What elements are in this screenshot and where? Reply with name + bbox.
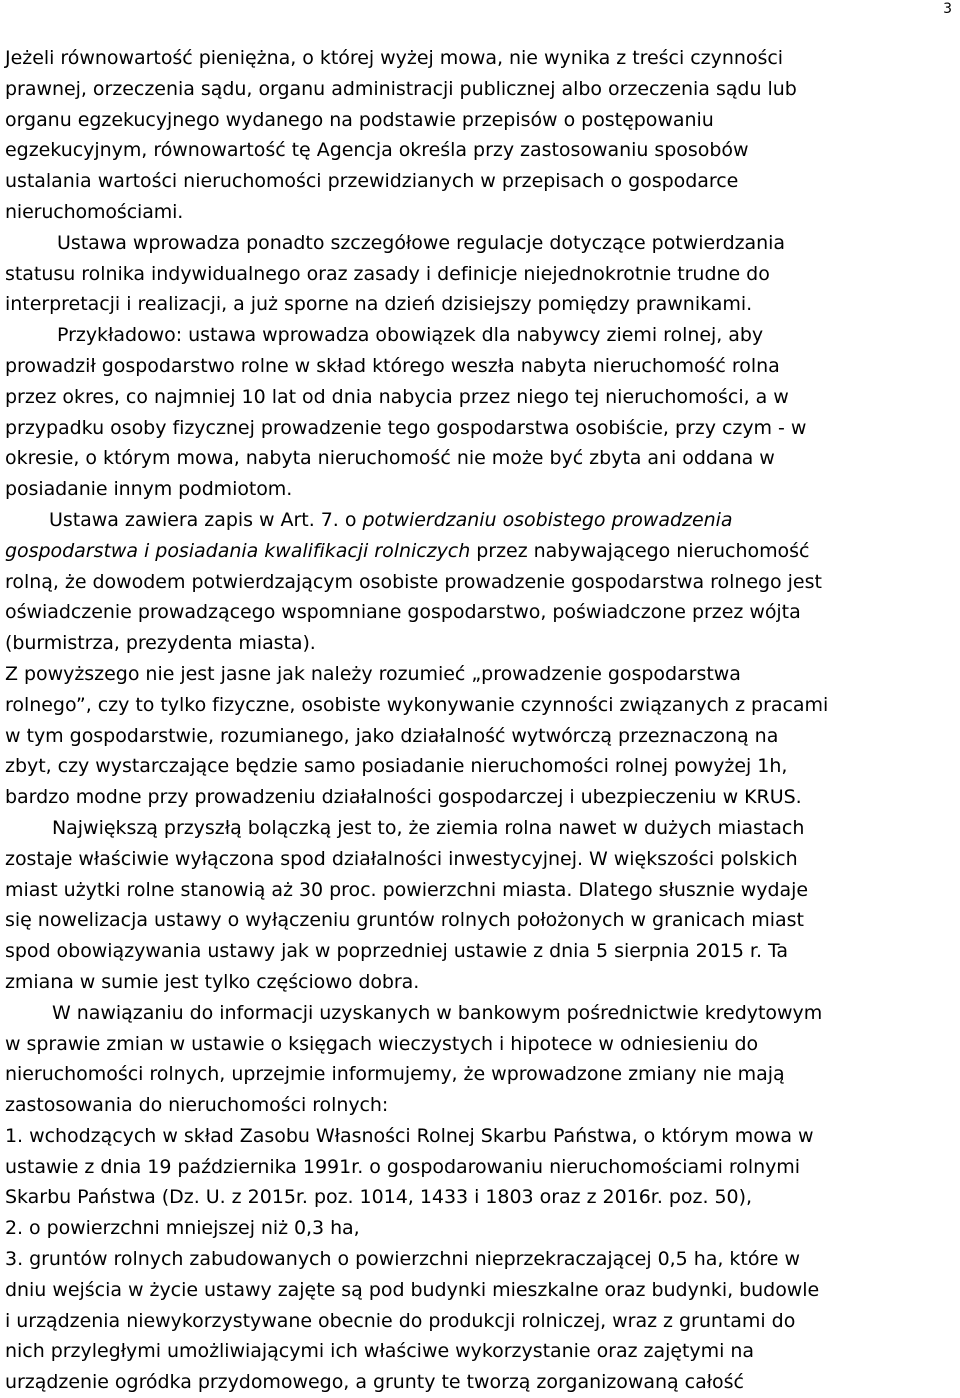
- page-number: 3: [943, 1, 952, 17]
- italic-text-run: potwierdzaniu osobistego prowadzenia: [362, 508, 733, 531]
- text-line: Z powyższego nie jest jasne jak należy rozumieć „prowadzenie gospodarstwa: [5, 662, 741, 685]
- text-line: rolnego”, czy to tylko fizyczne, osobiste wykonywanie czynności związanych z pracami: [5, 693, 829, 716]
- text-line: interpretacji i realizacji, a już sporne na dzień dzisiejszy pomiędzy prawnikami.: [5, 293, 753, 316]
- text-line: ustalania wartości nieruchomości przewidzianych w przepisach o gospodarce: [5, 170, 739, 193]
- text-line: urządzenie ogródka przydomowego, a grunty te tworzą zorganizowaną całość: [5, 1371, 744, 1394]
- text-line: nieruchomości rolnych, uprzejmie informujemy, że wprowadzone zmiany nie mają: [5, 1063, 785, 1086]
- text-line: zastosowania do nieruchomości rolnych:: [5, 1094, 389, 1117]
- text-line: okresie, o którym mowa, nabyta nieruchomość nie może być zbyta ani oddana w: [5, 447, 775, 470]
- text-line: statusu rolnika indywidualnego oraz zasady i definicje niejednokrotnie trudne do: [5, 262, 770, 285]
- text-line: (burmistrza, prezydenta miasta).: [5, 632, 316, 655]
- text-line: egzekucyjnym, równowartość tę Agencja określa przy zastosowaniu sposobów: [5, 139, 749, 162]
- text-line: Największą przyszłą bolączką jest to, że ziemia rolna nawet w dużych miastach: [52, 816, 805, 839]
- text-line: dniu wejścia w życie ustawy zajęte są pod budynki mieszkalne oraz budynki, budowle: [5, 1278, 820, 1301]
- text-line: prawnej, orzeczenia sądu, organu administracji publicznej albo orzeczenia sądu lub: [5, 77, 797, 100]
- text-line: organu egzekucyjnego wydanego na podstawie przepisów o postępowaniu: [5, 108, 714, 131]
- paragraph-banking-info: [5, 998, 960, 1398]
- text-line: w sprawie zmian w ustawie o księgach wieczystych i hipotece w odniesieniu do: [5, 1032, 759, 1055]
- text-line: Skarbu Państwa (Dz. U. z 2015r. poz. 1014, 1433 i 1803 oraz z 2016r. poz. 50),: [5, 1186, 752, 1209]
- text-line: nich przyległymi umożliwiającymi ich właściwe wykorzystanie oraz zajętymi na: [5, 1340, 755, 1363]
- list-item-3: 3. gruntów rolnych zabudowanych o powierzchni nieprzekraczającej 0,5 ha, które w: [5, 1248, 800, 1271]
- paragraph-art-7: [5, 505, 960, 659]
- text-line: miast użytki rolne stanowią aż 30 proc. powierzchni miasta. Dlatego słusznie wydaje: [5, 878, 809, 901]
- text-line: bardzo modne przy prowadzeniu działalności gospodarczej i ubezpieczeniu w KRUS.: [5, 786, 802, 809]
- text-line: Ustawa wprowadza ponadto szczegółowe regulacje dotyczące potwierdzania: [57, 231, 786, 254]
- list-item-2: 2. o powierzchni mniejszej niż 0,3 ha,: [5, 1217, 360, 1240]
- text-line: przez okres, co najmniej 10 lat od dnia nabycia przez niego tej nieruchomości, a w: [5, 385, 789, 408]
- text-line: rolną, że dowodem potwierdzającym osobiste prowadzenie gospodarstwa rolnego jest: [5, 570, 822, 593]
- paragraph-urban-land: [5, 813, 960, 998]
- text-line: oświadczenie prowadzącego wspomniane gospodarstwo, poświadczone przez wójta: [5, 601, 801, 624]
- text-line: posiadanie innym podmiotom.: [5, 478, 293, 501]
- paragraph-farmer-status: [5, 228, 960, 320]
- paragraph-equivalent-value: [5, 43, 960, 228]
- list-item-1: 1. wchodzących w skład Zasobu Własności Rolnej Skarbu Państwa, o którym mowa w: [5, 1124, 814, 1147]
- text-line: nieruchomościami.: [5, 200, 184, 223]
- text-run: Ustawa zawiera zapis w Art. 7. o: [49, 508, 363, 531]
- text-line: zmiana w sumie jest tylko częściowo dobra.: [5, 970, 420, 993]
- document-body: [5, 43, 960, 1398]
- paragraph-interpretation: [5, 659, 960, 813]
- text-line: Jeżeli równowartość pieniężna, o której wyżej mowa, nie wynika z treści czynności: [5, 47, 783, 69]
- text-line: spod obowiązywania ustawy jak w poprzedniej ustawie z dnia 5 sierpnia 2015 r. Ta: [5, 940, 789, 963]
- text-line: W nawiązaniu do informacji uzyskanych w bankowym pośrednictwie kredytowym: [52, 1001, 823, 1024]
- text-line: przypadku osoby fizycznej prowadzenie tego gospodarstwa osobiście, przy czym - w: [5, 416, 807, 439]
- text-line: Przykładowo: ustawa wprowadza obowiązek dla nabywcy ziemi rolnej, aby: [57, 324, 764, 347]
- text-line: prowadził gospodarstwo rolne w skład którego weszła nabyta nieruchomość rolna: [5, 354, 780, 377]
- text-run: przez nabywającego nieruchomość: [470, 539, 810, 562]
- text-line: zbyt, czy wystarczające będzie samo posiadanie nieruchomości rolnej powyżej 1h,: [5, 755, 788, 778]
- paragraph-example-obligation: [5, 320, 960, 505]
- text-line: zostaje właściwie wyłączona spod działalności inwestycyjnej. W większości polskich: [5, 847, 798, 870]
- text-line: ustawie z dnia 19 października 1991r. o gospodarowaniu nieruchomościami rolnymi: [5, 1155, 801, 1178]
- italic-text-run: gospodarstwa i posiadania kwalifikacji rolniczych: [5, 539, 471, 562]
- text-line: w tym gospodarstwie, rozumianego, jako działalność wytwórczą przeznaczoną na: [5, 724, 779, 747]
- text-line: i urządzenia niewykorzystywane obecnie do produkcji rolniczej, wraz z gruntami do: [5, 1309, 796, 1332]
- text-line: [5, 536, 960, 567]
- text-line: się nowelizacja ustawy o wyłączeniu gruntów rolnych położonych w granicach miast: [5, 909, 804, 932]
- text-line: [5, 505, 960, 536]
